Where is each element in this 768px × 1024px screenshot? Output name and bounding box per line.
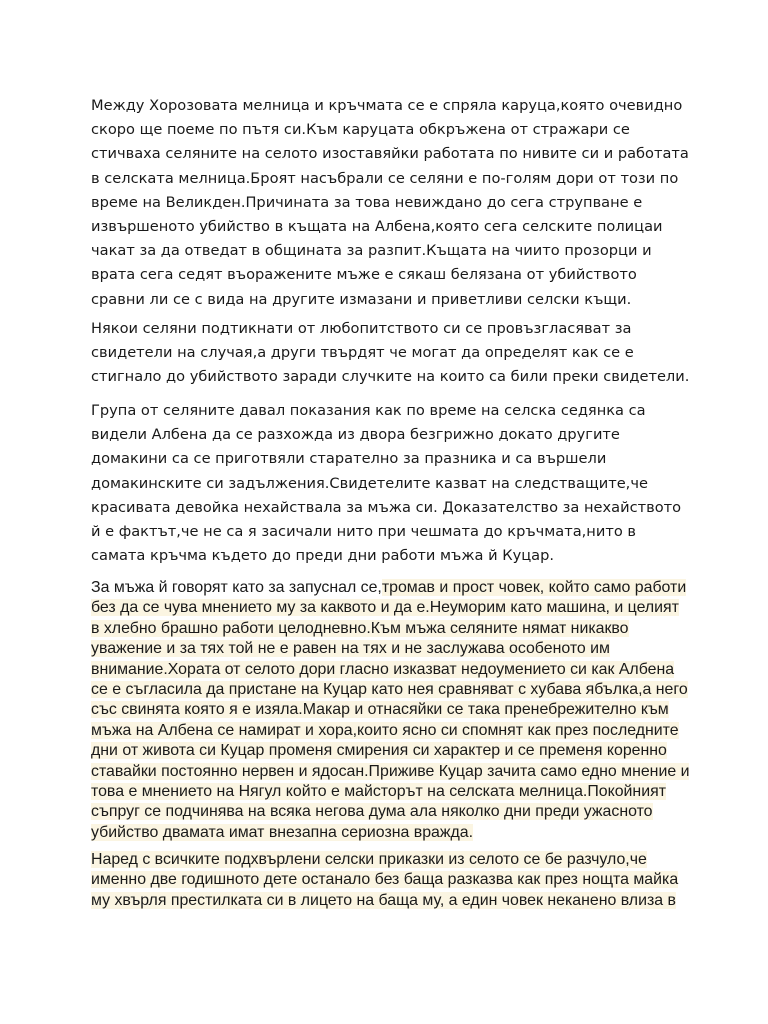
paragraph-1: Между Хорозовата мелница и кръчмата се е спряла каруца,която очевидно скоро ще поеме по пътя си.Към каруцата обкръжена от стражари се стичваха селяните на селото изоставяйки работата по нивите си и работата в селската мелница.Броят насъбрали се селяни е по-голям дори от този по време на Великден.Причината за това невиждано до сега струпване е извършеното убийство в къщата на Албена,която сега селските полицаи чакат за да отведат в общината за разпит.Къщата на чиито прозорци и врата сега седят въоражените мъже е сякаш белязана от убийството сравни ли се с вида на другите измазани и приветливи селски къщи. <box>91 97 689 308</box>
paragraph-3: Група от селяните давал показания как по време на селска седянка са видели Албена да се разхожда из двора безгрижно докато другите домакини са се приготвяли старателно за празника и са вършели домакинските си задължения.Свидетелите казват на следстващите,че красивата девойка нехайствала за мъжа си. Доказателство за нехайството й е фактът,че не са я засичали нито при чешмата до кръчмата,нито в самата кръчма където до преди дни работи мъжа й Куцар. <box>91 402 682 565</box>
paragraph-5-highlighted: Наред с всичките подхвърлени селски приказки из селото се бе разчуло,че именно две годишното дете останало без баща разказва как през нощта майка му хвърля престилката си в лицето на баща му, а един човек неканено влиза в <box>91 851 679 909</box>
paragraph-2: Някои селяни подтикнати от любопитството си се провъзгласяват за свидетели на случая,а други твърдят че могат да определят как се е стигнало до убийството заради случките на които са били преки свидетели. <box>91 320 690 386</box>
paragraph-4-highlighted: тромав и прост човек, който само работи без да се чува мнението му за каквото и да е.Неуморим като машина, и целият в хлебно брашно работи целодневно.Към мъжа селяните нямат никакво уважение и за тях той не е равен на тях и не заслужава особеното им внимание.Хората от селото дори гласно изказват недоумението си как Албена се е съгласила да пристане на Куцар като нея сравняват с хубава ябълка,а него със свинята която я е изяла.Макар и отнасяйки се така пренебрежително към мъжа на Албена се намират и хора,които ясно си спомнят как през последните дни от живота си Куцар променя смирения си характер и се пременя коренно ставайки постоянно нервен и ядосан.Приживе Куцар зачита само едно мнение и това е мнението на Нягул който е майсторът на селската мелница.Покойният съпруг се подчинява на всяка негова дума ала няколко дни преди ужасното убийство двамата имат внезапна сериозна вражда. <box>91 579 690 841</box>
paragraph-5 <box>91 850 691 911</box>
paragraph-4 <box>91 578 691 843</box>
paragraph-4-lead: За мъжа й говорят като за запуснал се, <box>91 579 382 596</box>
